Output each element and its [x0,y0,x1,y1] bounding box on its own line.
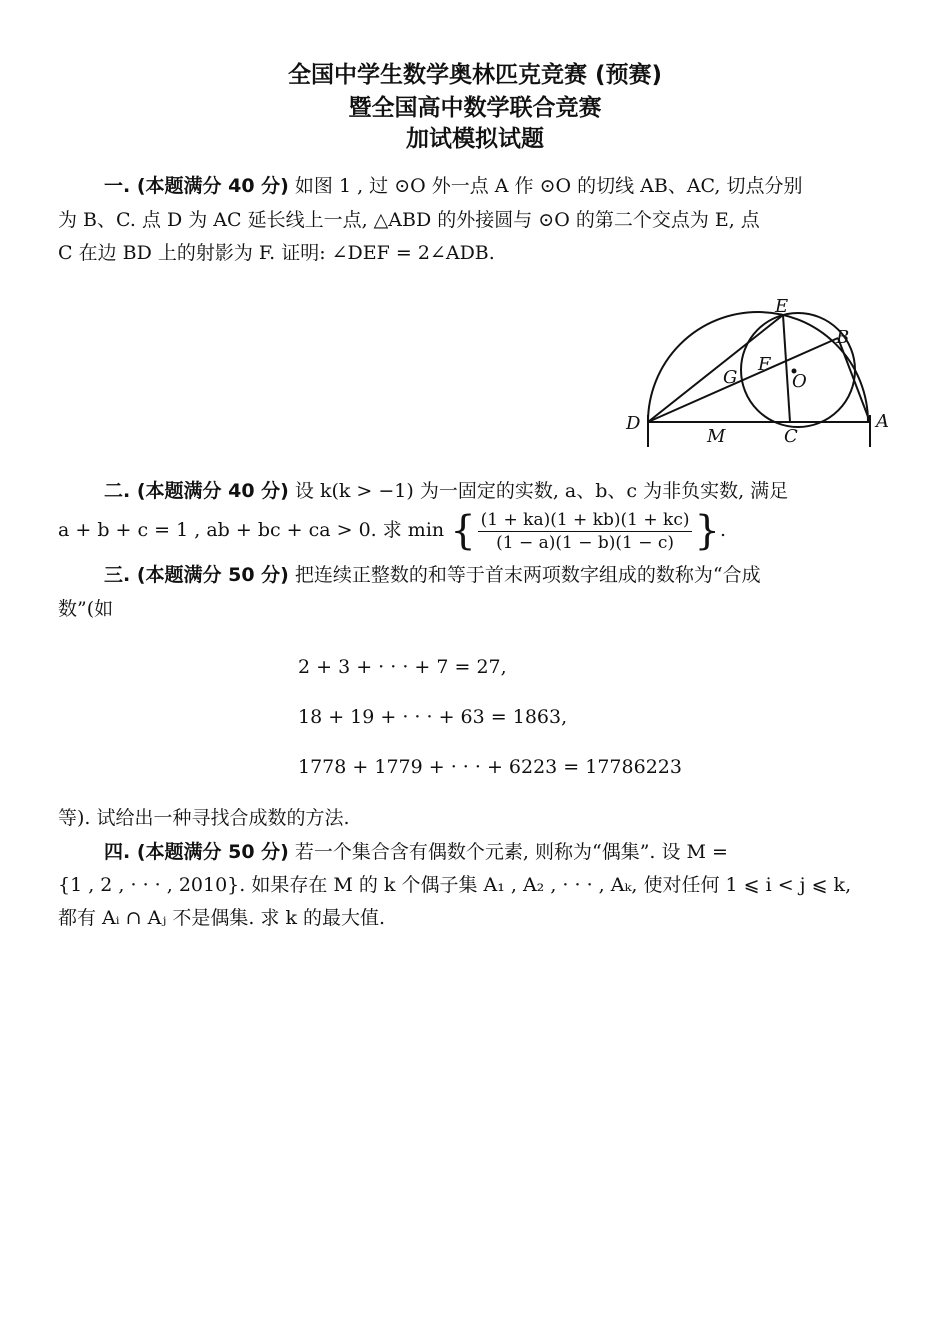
problem2-line1 [104,478,788,504]
title-line-1: 全国中学生数学奥林匹克竞赛 (预赛) [287,62,663,88]
title-line-2: 暨全国高中数学联合竞赛 [348,95,602,121]
problem4-line1 [104,839,728,865]
fraction [478,509,693,554]
problem1-header: 一. (本题满分 40 分) [104,175,289,197]
equation-1: 2 + 3 + · · · + 7 = 27, [298,656,507,678]
problem3-line2: 数”(如 [58,598,114,620]
problem2-header: 二. (本题满分 40 分) [104,480,289,502]
problem1-line1 [104,173,803,199]
problem3-line1 [104,562,761,588]
fraction-numerator: (1 + ka)(1 + kb)(1 + kc) [478,509,693,532]
label-d: D [626,413,641,434]
equation-2: 18 + 19 + · · · + 63 = 1863, [298,706,568,728]
fraction-denominator: (1 − a)(1 − b)(1 − c) [496,532,675,553]
left-brace: { [450,508,476,554]
label-f: F [758,354,771,375]
problem1-line2: 为 B、C. 点 D 为 AC 延长线上一点, △ABD 的外接圆与 ⊙O 的第二个交点为 E, 点 [58,209,760,231]
segment-ba [838,338,870,422]
problem2-end: . [719,519,726,541]
problem4-line2: {1 , 2 , · · · , 2010}. 如果存在 M 的 k 个偶子集 A₁ , A₂ , · · · , Aₖ, 使对任何 1 ⩽ i < j ⩽ k, [58,874,852,896]
title-line-3: 加试模拟试题 [406,126,544,152]
problem3-header: 三. (本题满分 50 分) [104,564,289,586]
problem1-text-1: 如图 1 , 过 ⊙O 外一点 A 作 ⊙O 的切线 AB、AC, 切点分别 [288,175,803,197]
label-b: B [836,327,850,348]
label-o: O [792,371,807,392]
geometry-figure [620,292,910,452]
problem4-header: 四. (本题满分 50 分) [104,841,289,863]
problem4-line3: 都有 Aᵢ ∩ Aⱼ 不是偶集. 求 k 的最大值. [58,907,386,929]
problem3-line3: 等). 试给出一种寻找合成数的方法. [58,807,350,829]
label-a: A [876,411,889,432]
label-c: C [784,426,798,447]
label-m: M [707,426,726,447]
label-e: E [775,296,789,317]
equation-3: 1778 + 1779 + · · · + 6223 = 17786223 [298,756,682,778]
problem1-line3: C 在边 BD 上的射影为 F. 证明: ∠DEF = 2∠ADB. [58,242,495,264]
right-brace: } [694,508,720,554]
problem3-text-1: 把连续正整数的和等于首末两项数字组成的数称为“合成 [288,564,761,586]
segment-ec [783,315,790,422]
label-g: G [723,367,738,388]
problem4-text-1: 若一个集合含有偶数个元素, 则称为“偶集”. 设 M = [288,841,728,863]
problem2-text-2: a + b + c = 1 , ab + bc + ca > 0. 求 min [58,519,445,541]
segment-db [648,338,838,422]
problem2-text-1: 设 k(k > −1) 为一固定的实数, a、b、c 为非负实数, 满足 [288,480,789,502]
problem2-line2 [58,504,726,556]
